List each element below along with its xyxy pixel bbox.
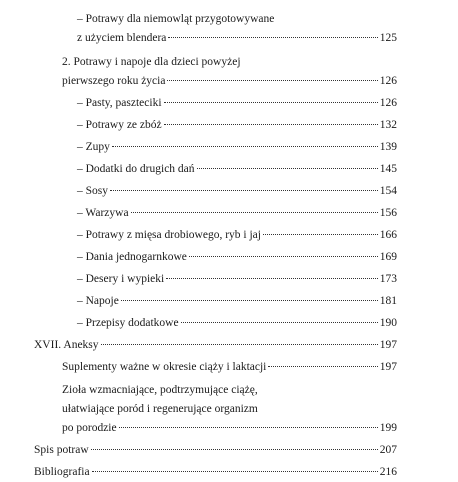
toc-page-number: 166 xyxy=(379,229,397,241)
dot-leader xyxy=(131,212,378,213)
toc-page-number: 132 xyxy=(379,119,397,131)
toc-entry xyxy=(0,116,458,135)
dot-leader xyxy=(101,344,378,345)
toc-entry-title-line: – Zupy xyxy=(77,141,110,153)
toc-entry-title-line: – Sosy xyxy=(77,185,108,197)
toc-entry-title-line: pierwszego roku życia xyxy=(62,75,166,87)
toc-page-number: 126 xyxy=(379,75,397,87)
toc-entry-title-line: – Potrawy ze zbóż xyxy=(77,119,162,131)
toc-entry xyxy=(0,463,458,482)
dot-leader xyxy=(92,471,378,472)
toc-entry-row xyxy=(77,116,397,135)
toc-entry-row xyxy=(77,226,397,245)
toc-entry-row xyxy=(62,72,397,91)
toc-entry xyxy=(0,314,458,333)
toc-entry-row xyxy=(77,292,397,311)
toc-entry-row xyxy=(77,314,397,333)
toc-entry-title-line: – Pasty, paszteciki xyxy=(77,97,162,109)
toc-entry-title-line: po porodzie xyxy=(62,422,117,434)
toc-page-number: 207 xyxy=(379,444,397,456)
dot-leader xyxy=(181,322,378,323)
toc-entry-row xyxy=(77,270,397,289)
toc-page-number: 216 xyxy=(379,466,397,478)
toc-entry xyxy=(0,358,458,377)
toc-entry-title-line: – Dania jednogarnkowe xyxy=(77,251,187,263)
toc-page-number: 199 xyxy=(379,422,397,434)
toc-entry xyxy=(0,381,458,438)
toc-entry-title-line: Zioła wzmacniające, podtrzymujące ciążę, xyxy=(62,384,258,396)
dot-leader xyxy=(167,80,377,81)
toc-entry xyxy=(0,94,458,113)
toc-entry-row xyxy=(34,441,397,460)
toc-entry-row xyxy=(77,182,397,201)
toc-entry-row xyxy=(34,463,397,482)
toc-entry xyxy=(0,204,458,223)
toc-entry xyxy=(0,441,458,460)
toc-entry-row xyxy=(62,358,397,377)
toc-entry-row xyxy=(77,160,397,179)
toc-entry xyxy=(0,182,458,201)
toc-entry-title-line: Bibliografia xyxy=(34,466,90,478)
toc-entry-title-line: z użyciem blendera xyxy=(77,32,167,44)
dot-leader xyxy=(91,449,378,450)
dot-leader xyxy=(263,234,378,235)
toc-entry xyxy=(0,270,458,289)
dot-leader xyxy=(121,300,378,301)
toc-page-number: 139 xyxy=(379,141,397,153)
toc-entry-title-line: – Przepisy dodatkowe xyxy=(77,317,179,329)
toc-entry xyxy=(0,336,458,355)
dot-leader xyxy=(268,366,377,367)
toc-page-number: 145 xyxy=(379,163,397,175)
toc-entry-row xyxy=(77,29,397,48)
toc-page-number: 190 xyxy=(379,317,397,329)
toc-entry-title-line: – Potrawy dla niemowląt przygotowywane xyxy=(77,13,275,25)
dot-leader xyxy=(166,278,378,279)
toc-page-number: 125 xyxy=(379,32,397,44)
toc-entry-row xyxy=(62,419,397,438)
dot-leader xyxy=(197,168,378,169)
toc-entry xyxy=(0,226,458,245)
toc-page-number: 181 xyxy=(379,295,397,307)
toc-entry-title-line: Spis potraw xyxy=(34,444,89,456)
dot-leader xyxy=(110,190,378,191)
dot-leader xyxy=(164,124,378,125)
toc-entry-row xyxy=(77,204,397,223)
toc-entry-title-line: ułatwiające poród i regenerujące organizm xyxy=(62,403,258,415)
toc-entry-title-line: 2. Potrawy i napoje dla dzieci powyżej xyxy=(62,56,241,68)
dot-leader xyxy=(119,427,378,428)
toc-entry-title-line: – Warzywa xyxy=(77,207,129,219)
toc-entry-row xyxy=(77,94,397,113)
dot-leader xyxy=(164,102,378,103)
toc-page-number: 126 xyxy=(379,97,397,109)
toc-page-number: 169 xyxy=(379,251,397,263)
table-of-contents xyxy=(0,10,458,482)
toc-entry-title-line: – Dodatki do drugich dań xyxy=(77,163,195,175)
dot-leader xyxy=(168,37,377,38)
toc-entry-row xyxy=(77,138,397,157)
toc-entry xyxy=(0,160,458,179)
toc-entry-title-line: – Desery i wypieki xyxy=(77,273,165,285)
toc-entry-title-line: Suplementy ważne w okresie ciąży i laktacji xyxy=(62,361,267,373)
toc-entry xyxy=(0,138,458,157)
toc-entry xyxy=(0,53,458,91)
toc-entry xyxy=(0,10,458,48)
toc-entry xyxy=(0,292,458,311)
dot-leader xyxy=(112,146,378,147)
toc-page-number: 156 xyxy=(379,207,397,219)
toc-page-number: 154 xyxy=(379,185,397,197)
toc-page-number: 173 xyxy=(379,273,397,285)
toc-entry-title-line: – Napoje xyxy=(77,295,119,307)
dot-leader xyxy=(189,256,378,257)
toc-entry xyxy=(0,248,458,267)
toc-entry-row xyxy=(34,336,397,355)
toc-page-number: 197 xyxy=(379,361,397,373)
toc-entry-title-line: XVII. Aneksy xyxy=(34,339,99,351)
toc-page-number: 197 xyxy=(379,339,397,351)
toc-entry-row xyxy=(77,248,397,267)
toc-entry-title-line: – Potrawy z mięsa drobiowego, ryb i jaj xyxy=(77,229,261,241)
